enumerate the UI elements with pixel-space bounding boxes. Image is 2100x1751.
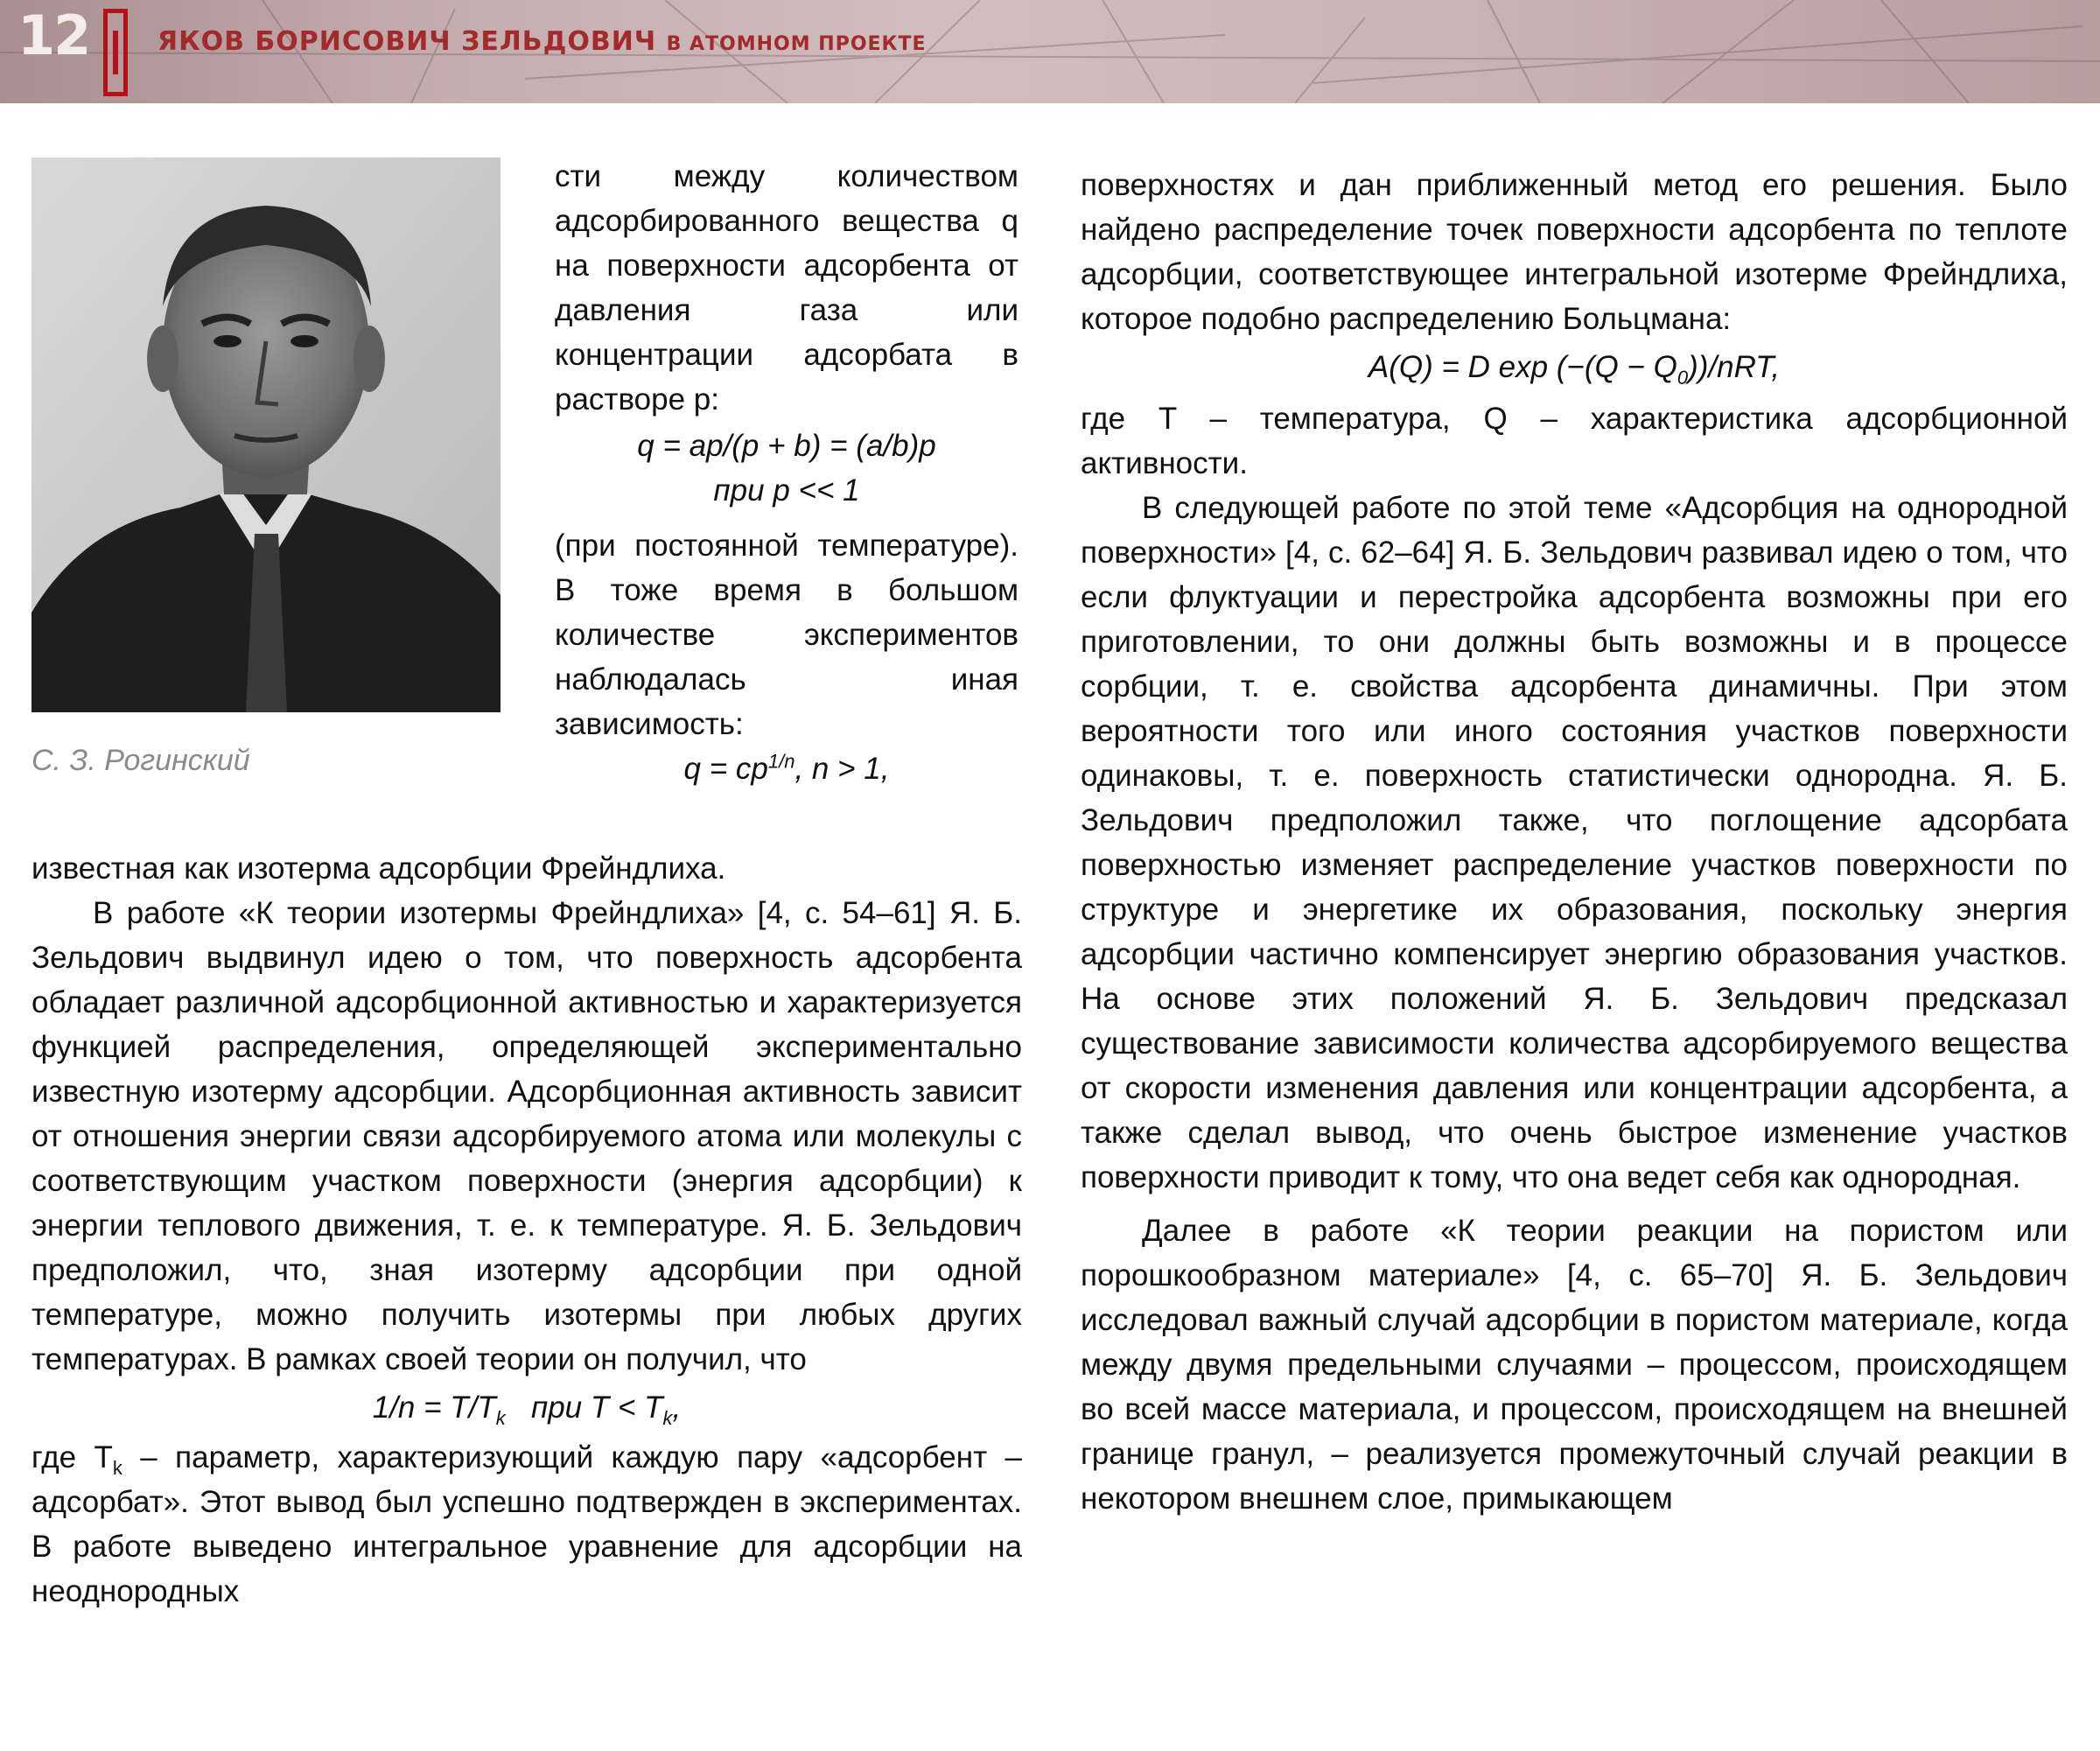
formula-langmuir xyxy=(555,424,1018,468)
left-paragraph-2: В работе «К теории изотермы Фрейндлиха» [4, с. 54–61] Я. Б. Зельдович выдвинул идею о том, что поверхность адсорбента обладает различной адсорбционной активностью и характеризуется функцией распределения, определяющей экспериментально известную изотерму адсорбции. Адсорбционная активность зависит от отношения энергии связи адсорбируемого атома или молекулы с соответствующим участком поверхности (энергия адсорбции) к энергии теплового движения, т. е. к температуре. Я. Б. Зельдович предположил, что, зная изотерму адсорбции при одной температуре, можно получить изотермы при любых других температурах. В рамках своей теории он получил, что xyxy=(32,896,1022,1376)
formula-boltzmann-sub: 0 xyxy=(1676,367,1689,389)
page-number: 12 xyxy=(18,4,90,67)
left-p3-rest: – параметр, характеризующий каждую пару «адсорбент – адсорбат». Этот вывод был успешно подтвержден в экспериментах. В работе выведено интегральное уравнение для адсорбции на неоднородных xyxy=(32,1440,1022,1608)
formula-temperature-mid: при T < T xyxy=(530,1390,663,1425)
right-paragraph-1: поверхностях и дан приближенный метод его решения. Было найдено распределение точек поверхности адсорбента по теплоте адсорбции, соответствующее интегральной изотерме Фрейндлиха, которое подобно распределению Больцмана: xyxy=(1081,168,2068,336)
right-paragraph-2: где T – температура, Q – характеристика адсорбционной активности. xyxy=(1081,402,2068,480)
narrow-column xyxy=(555,154,1018,791)
right-paragraph-4: Далее в работе «К теории реакции на пористом или порошкообразном материале» [4, с. 65–70] Я. Б. Зельдович исследовал важный случай адсорбции в пористом материале, когда между двумя предельными случаями – процессом, происходящем во всей массе материала, и процессом, происходящем на внешней границе гранул, – реализуется промежуточный случай реакции в некотором внешнем слое, примыкающем xyxy=(1081,1214,2068,1516)
formula-temperature xyxy=(32,1385,1022,1430)
right-column xyxy=(1081,163,2068,1521)
left-p3-sub: k xyxy=(112,1457,122,1479)
left-paragraph-3 xyxy=(32,1435,1022,1614)
formula-temperature-lhs: 1/n = T/T xyxy=(372,1390,496,1425)
formula-freundlich-exponent: 1/n xyxy=(767,750,795,773)
formula-condition-text: при p << 1 xyxy=(713,473,860,508)
formula-langmuir-text: q = ap/(p + b) = (a/b)p xyxy=(637,429,936,463)
portrait-photo xyxy=(32,158,500,712)
running-title-suffix: В АТОМНОМ ПРОЕКТЕ xyxy=(666,33,927,55)
photo-caption: С. З. Рогинский xyxy=(32,744,250,777)
formula-boltzmann-end: ))/nRT, xyxy=(1688,350,1781,384)
header-accent-bar xyxy=(103,9,128,96)
right-paragraph-3: В следующей работе по этой теме «Адсорбция на однородной поверхности» [4, с. 62–64] Я. Б. Зельдович развивал идею о том, что если флуктуации и перестройка адсорбента возможны при его приготовлении, то они должны быть возможны и в процессе сорбции, т. е. свойства адсорбента динамичны. При этом вероятности того или иного состояния участков поверхности одинаковы, т. е. поверхность статистически однородна. Я. Б. Зельдович предположил также, что поглощение адсорбата поверхностью изменяет распределение участков поверхности по структуре и энергетике их образования, поскольку энергия адсорбции частично компенсирует энергию образования участков. На основе этих положений Я. Б. Зельдович предсказал существование зависимости количества адсорбируемого вещества от скорости изменения давления или концентрации адсорбента, а также сделал вывод, что очень быстрое изменение участков поверхности приводит к тому, что она ведет себя как однородная. xyxy=(1081,491,2068,1194)
formula-langmuir-condition xyxy=(555,468,1018,513)
formula-temperature-sub2: k xyxy=(662,1407,673,1429)
narrow-paragraph-1: сти между количеством адсорбированного вещества q на поверхности адсорбента от давления газа или концентрации адсорбата в растворе p: xyxy=(555,159,1018,417)
formula-freundlich-tail: , n > 1, xyxy=(794,752,890,786)
left-column xyxy=(32,846,1022,1614)
formula-boltzmann xyxy=(1081,345,2068,389)
formula-temperature-tail: , xyxy=(672,1390,682,1425)
running-title-main: ЯКОВ БОРИСОВИЧ ЗЕЛЬДОВИЧ xyxy=(158,26,657,57)
page-header xyxy=(0,0,2100,103)
formula-freundlich xyxy=(555,746,1018,791)
running-title xyxy=(158,26,927,57)
narrow-paragraph-2: (при постоянной температуре). В тоже время в большом количестве экспериментов наблюдалась иная зависимость: xyxy=(555,529,1018,741)
formula-freundlich-base: q = cp xyxy=(683,752,768,786)
portrait-icon xyxy=(32,158,500,712)
left-p3-start: где T xyxy=(32,1440,113,1474)
left-paragraph-1: известная как изотерма адсорбции Фрейндлиха. xyxy=(32,851,726,886)
formula-temperature-sub1: k xyxy=(495,1407,506,1429)
formula-boltzmann-start: A(Q) = D exp (−(Q − Q xyxy=(1368,350,1677,384)
